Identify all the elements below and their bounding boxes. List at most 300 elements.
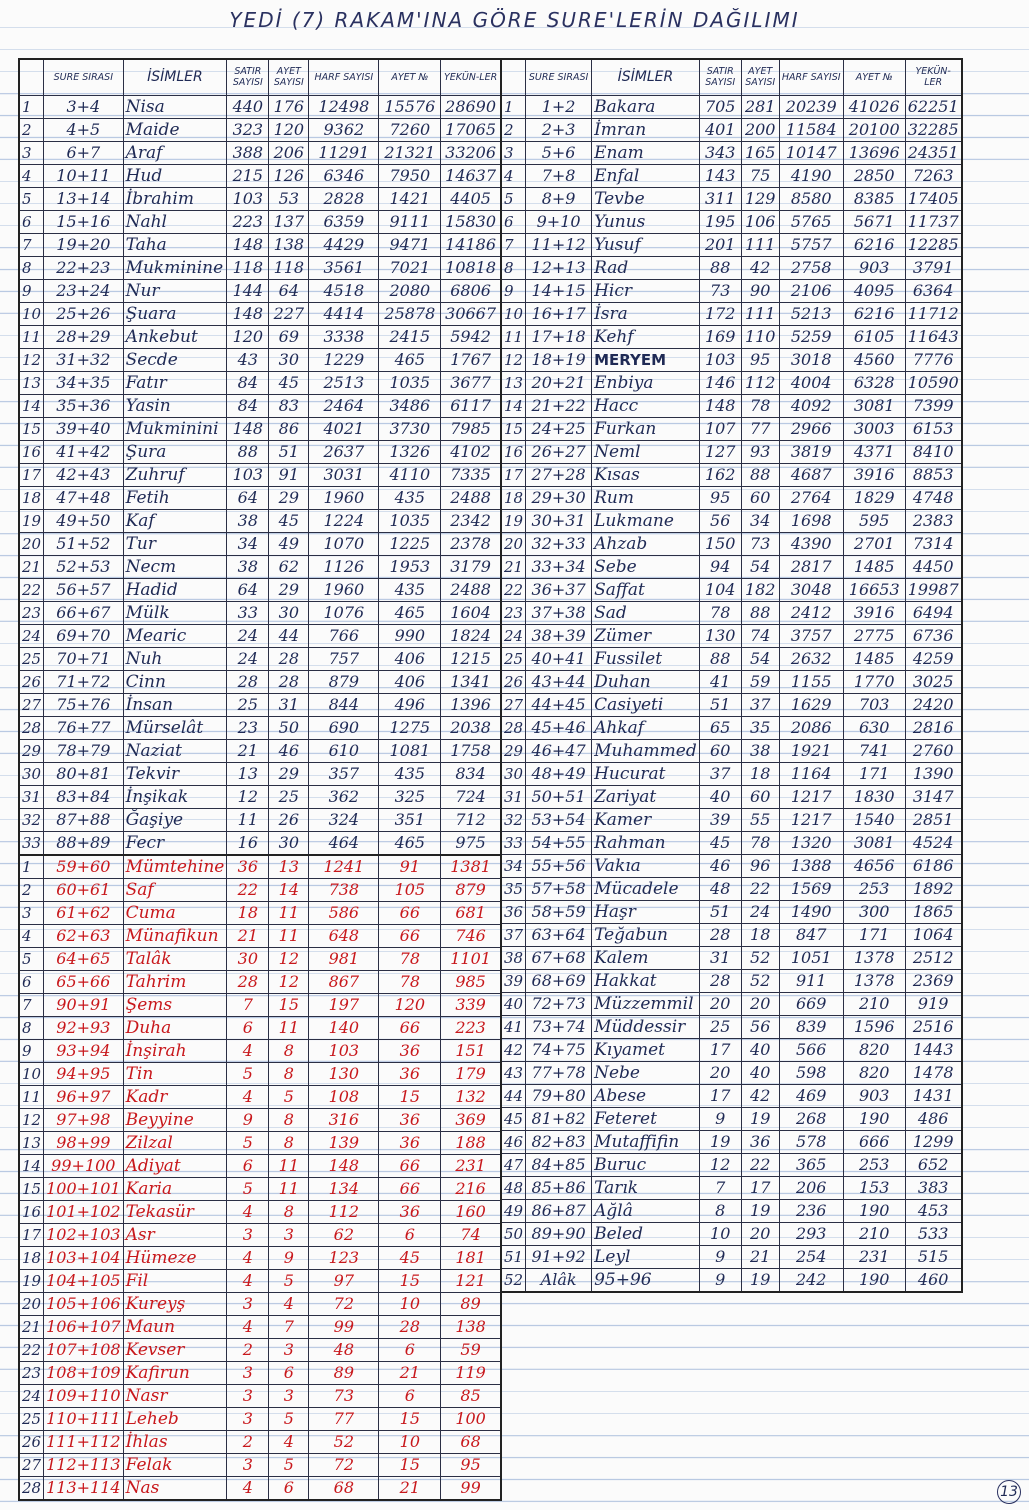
row-index: 51 bbox=[501, 1245, 526, 1268]
verse-count: 19 bbox=[741, 1199, 779, 1222]
sure-name: Nahl bbox=[123, 210, 227, 233]
sure-name: Fatır bbox=[123, 371, 227, 394]
sure-pair: 96+97 bbox=[44, 1085, 123, 1108]
verse-count: 93 bbox=[741, 440, 779, 463]
verse-number: 820 bbox=[843, 1038, 905, 1061]
row-index: 24 bbox=[19, 1384, 44, 1407]
sure-name: Ankebut bbox=[123, 325, 227, 348]
total: 11712 bbox=[905, 302, 961, 325]
verse-count: 45 bbox=[269, 371, 309, 394]
sure-pair: 54+55 bbox=[526, 831, 592, 854]
sure-pair: 113+114 bbox=[44, 1476, 123, 1500]
verse-count: 54 bbox=[741, 555, 779, 578]
sure-name: Hud bbox=[123, 164, 227, 187]
row-index: 16 bbox=[19, 440, 44, 463]
verse-count: 95 bbox=[741, 348, 779, 371]
sure-name: Saffat bbox=[592, 578, 700, 601]
letter-count: 89 bbox=[309, 1361, 379, 1384]
letter-count: 4414 bbox=[309, 302, 379, 325]
letter-count: 1629 bbox=[779, 693, 843, 716]
line-count: 5 bbox=[227, 1062, 269, 1085]
table-row bbox=[19, 1269, 501, 1292]
header-verses: AYET SAYISI bbox=[741, 59, 779, 95]
sure-pair: 100+101 bbox=[44, 1177, 123, 1200]
table-row bbox=[501, 831, 962, 854]
letter-count: 3757 bbox=[779, 624, 843, 647]
total: 85 bbox=[441, 1384, 501, 1407]
verse-count: 35 bbox=[741, 716, 779, 739]
letter-count: 1224 bbox=[309, 509, 379, 532]
row-index: 19 bbox=[19, 509, 44, 532]
verse-number: 6 bbox=[379, 1338, 441, 1361]
total: 383 bbox=[905, 1176, 961, 1199]
letter-count: 1960 bbox=[309, 486, 379, 509]
verse-count: 11 bbox=[269, 901, 309, 924]
sure-name: Kalem bbox=[592, 946, 700, 969]
total: 6186 bbox=[905, 854, 961, 877]
table-row bbox=[501, 279, 962, 302]
verse-number: 4656 bbox=[843, 854, 905, 877]
verse-number: 1953 bbox=[379, 555, 441, 578]
sure-pair: 68+69 bbox=[526, 969, 592, 992]
verse-count: 8 bbox=[269, 1062, 309, 1085]
line-count: 37 bbox=[699, 762, 741, 785]
letter-count: 242 bbox=[779, 1268, 843, 1292]
line-count: 73 bbox=[699, 279, 741, 302]
row-index: 5 bbox=[501, 187, 526, 210]
line-count: 65 bbox=[699, 716, 741, 739]
line-count: 60 bbox=[699, 739, 741, 762]
letter-count: 8580 bbox=[779, 187, 843, 210]
verse-count: 69 bbox=[269, 325, 309, 348]
verse-count: 138 bbox=[269, 233, 309, 256]
sure-pair: 90+91 bbox=[44, 993, 123, 1016]
sure-pair: 51+52 bbox=[44, 532, 123, 555]
row-index: 44 bbox=[501, 1084, 526, 1107]
table-row bbox=[19, 716, 501, 739]
sure-pair: 88+89 bbox=[44, 831, 123, 855]
verse-number: 21 bbox=[379, 1361, 441, 1384]
verse-number: 7950 bbox=[379, 164, 441, 187]
letter-count: 4004 bbox=[779, 371, 843, 394]
sure-pair: 91+92 bbox=[526, 1245, 592, 1268]
total: 2342 bbox=[441, 509, 501, 532]
total: 533 bbox=[905, 1222, 961, 1245]
letter-count: 206 bbox=[779, 1176, 843, 1199]
verse-number: 3081 bbox=[843, 831, 905, 854]
line-count: 84 bbox=[227, 394, 269, 417]
verse-number: 105 bbox=[379, 878, 441, 901]
line-count: 28 bbox=[699, 923, 741, 946]
sure-pair: 1+2 bbox=[526, 95, 592, 118]
sure-pair: 6+7 bbox=[44, 141, 123, 164]
verse-count: 91 bbox=[269, 463, 309, 486]
sure-name: Yasin bbox=[123, 394, 227, 417]
row-index: 10 bbox=[19, 1062, 44, 1085]
verse-count: 53 bbox=[269, 187, 309, 210]
total: 121 bbox=[441, 1269, 501, 1292]
line-count: 4 bbox=[227, 1085, 269, 1108]
letter-count: 911 bbox=[779, 969, 843, 992]
letter-count: 1320 bbox=[779, 831, 843, 854]
sure-pair: 12+13 bbox=[526, 256, 592, 279]
table-row bbox=[501, 1084, 962, 1107]
verse-number: 4095 bbox=[843, 279, 905, 302]
row-index: 6 bbox=[501, 210, 526, 233]
table-row bbox=[501, 739, 962, 762]
table-row bbox=[19, 1223, 501, 1246]
verse-number: 210 bbox=[843, 992, 905, 1015]
verse-count: 26 bbox=[269, 808, 309, 831]
sure-pair: 7+8 bbox=[526, 164, 592, 187]
table-row bbox=[19, 164, 501, 187]
line-count: 40 bbox=[699, 785, 741, 808]
total: 1824 bbox=[441, 624, 501, 647]
total: 6153 bbox=[905, 417, 961, 440]
letter-count: 362 bbox=[309, 785, 379, 808]
letter-count: 254 bbox=[779, 1245, 843, 1268]
line-count: 7 bbox=[699, 1176, 741, 1199]
letter-count: 4190 bbox=[779, 164, 843, 187]
total: 7985 bbox=[441, 417, 501, 440]
verse-number: 10 bbox=[379, 1292, 441, 1315]
letter-count: 10147 bbox=[779, 141, 843, 164]
sure-pair: 27+28 bbox=[526, 463, 592, 486]
letter-count: 148 bbox=[309, 1154, 379, 1177]
total: 223 bbox=[441, 1016, 501, 1039]
letter-count: 2966 bbox=[779, 417, 843, 440]
verse-number: 6216 bbox=[843, 302, 905, 325]
letter-count: 2758 bbox=[779, 256, 843, 279]
row-index: 24 bbox=[501, 624, 526, 647]
verse-number: 66 bbox=[379, 1016, 441, 1039]
letter-count: 6359 bbox=[309, 210, 379, 233]
verse-number: 406 bbox=[379, 647, 441, 670]
row-index: 26 bbox=[19, 670, 44, 693]
verse-count: 8 bbox=[269, 1039, 309, 1062]
verse-number: 595 bbox=[843, 509, 905, 532]
row-index: 20 bbox=[19, 1292, 44, 1315]
sure-name: Nuh bbox=[123, 647, 227, 670]
verse-count: 206 bbox=[269, 141, 309, 164]
sure-pair: 29+30 bbox=[526, 486, 592, 509]
verse-number: 2775 bbox=[843, 624, 905, 647]
line-count: 3 bbox=[227, 1223, 269, 1246]
row-index: 7 bbox=[19, 233, 44, 256]
header-row bbox=[501, 59, 962, 95]
header-lines: SATIR SAYISI bbox=[699, 59, 741, 95]
verse-count: 60 bbox=[741, 486, 779, 509]
total: 11643 bbox=[905, 325, 961, 348]
verse-number: 1378 bbox=[843, 969, 905, 992]
table-row bbox=[501, 854, 962, 877]
total: 12285 bbox=[905, 233, 961, 256]
total: 1381 bbox=[441, 855, 501, 879]
table-row bbox=[501, 877, 962, 900]
letter-count: 72 bbox=[309, 1453, 379, 1476]
line-count: 388 bbox=[227, 141, 269, 164]
verse-count: 54 bbox=[741, 647, 779, 670]
verse-number: 2080 bbox=[379, 279, 441, 302]
line-count: 41 bbox=[699, 670, 741, 693]
verse-count: 4 bbox=[269, 1292, 309, 1315]
letter-count: 3819 bbox=[779, 440, 843, 463]
table-row bbox=[19, 256, 501, 279]
sure-name: Lukmane bbox=[592, 509, 700, 532]
letter-count: 1698 bbox=[779, 509, 843, 532]
letter-count: 469 bbox=[779, 1084, 843, 1107]
total: 2488 bbox=[441, 486, 501, 509]
sure-name: Karia bbox=[123, 1177, 227, 1200]
verse-number: 741 bbox=[843, 739, 905, 762]
total: 985 bbox=[441, 970, 501, 993]
row-index: 2 bbox=[19, 118, 44, 141]
verse-number: 2850 bbox=[843, 164, 905, 187]
verse-count: 176 bbox=[269, 95, 309, 118]
table-row bbox=[19, 855, 501, 879]
sure-pair: 50+51 bbox=[526, 785, 592, 808]
verse-count: 40 bbox=[741, 1061, 779, 1084]
verse-count: 8 bbox=[269, 1131, 309, 1154]
total: 6736 bbox=[905, 624, 961, 647]
line-count: 162 bbox=[699, 463, 741, 486]
sure-pair: 66+67 bbox=[44, 601, 123, 624]
sure-name: Duha bbox=[123, 1016, 227, 1039]
line-count: 48 bbox=[699, 877, 741, 900]
verse-number: 10 bbox=[379, 1430, 441, 1453]
sure-name: Feteret bbox=[592, 1107, 700, 1130]
sure-name: Şuara bbox=[123, 302, 227, 325]
line-count: 4 bbox=[227, 1315, 269, 1338]
line-count: 150 bbox=[699, 532, 741, 555]
line-count: 13 bbox=[227, 762, 269, 785]
sure-pair: 79+80 bbox=[526, 1084, 592, 1107]
line-count: 103 bbox=[227, 463, 269, 486]
header-verse-no: AYET № bbox=[843, 59, 905, 95]
verse-number: 15 bbox=[379, 1085, 441, 1108]
verse-count: 45 bbox=[269, 509, 309, 532]
verse-number: 190 bbox=[843, 1107, 905, 1130]
verse-count: 6 bbox=[269, 1476, 309, 1500]
right-table bbox=[500, 58, 963, 1293]
total: 30667 bbox=[441, 302, 501, 325]
table-row bbox=[19, 210, 501, 233]
line-count: 5 bbox=[227, 1131, 269, 1154]
total: 17065 bbox=[441, 118, 501, 141]
header-sure: SURE SIRASI bbox=[526, 59, 592, 95]
sure-pair: 28+29 bbox=[44, 325, 123, 348]
letter-count: 4390 bbox=[779, 532, 843, 555]
sure-pair: 24+25 bbox=[526, 417, 592, 440]
row-index: 13 bbox=[19, 371, 44, 394]
line-count: 38 bbox=[227, 509, 269, 532]
line-count: 172 bbox=[699, 302, 741, 325]
line-count: 39 bbox=[699, 808, 741, 831]
table-row bbox=[19, 187, 501, 210]
letter-count: 2817 bbox=[779, 555, 843, 578]
sure-name: Hucurat bbox=[592, 762, 700, 785]
sure-pair: 49+50 bbox=[44, 509, 123, 532]
line-count: 2 bbox=[227, 1430, 269, 1453]
row-index: 8 bbox=[19, 256, 44, 279]
total: 8853 bbox=[905, 463, 961, 486]
sure-pair: 56+57 bbox=[44, 578, 123, 601]
line-count: 88 bbox=[227, 440, 269, 463]
verse-count: 3 bbox=[269, 1384, 309, 1407]
header-names: İSİMLER bbox=[592, 59, 700, 95]
verse-count: 14 bbox=[269, 878, 309, 901]
verse-count: 31 bbox=[269, 693, 309, 716]
line-count: 3 bbox=[227, 1384, 269, 1407]
total: 216 bbox=[441, 1177, 501, 1200]
sure-pair: 107+108 bbox=[44, 1338, 123, 1361]
sure-pair: 102+103 bbox=[44, 1223, 123, 1246]
row-index: 8 bbox=[19, 1016, 44, 1039]
line-count: 33 bbox=[227, 601, 269, 624]
total: 1478 bbox=[905, 1061, 961, 1084]
row-index: 9 bbox=[19, 279, 44, 302]
line-count: 11 bbox=[227, 808, 269, 831]
verse-count: 18 bbox=[741, 923, 779, 946]
row-index: 39 bbox=[501, 969, 526, 992]
table-row bbox=[19, 302, 501, 325]
letter-count: 610 bbox=[309, 739, 379, 762]
sure-name: Maide bbox=[123, 118, 227, 141]
line-count: 3 bbox=[227, 1453, 269, 1476]
sure-pair: 33+34 bbox=[526, 555, 592, 578]
line-count: 94 bbox=[699, 555, 741, 578]
verse-count: 3 bbox=[269, 1338, 309, 1361]
letter-count: 2632 bbox=[779, 647, 843, 670]
total: 7263 bbox=[905, 164, 961, 187]
row-index: 49 bbox=[501, 1199, 526, 1222]
line-count: 130 bbox=[699, 624, 741, 647]
right-table-body bbox=[501, 95, 962, 1292]
sure-pair: 94+95 bbox=[44, 1062, 123, 1085]
sure-name: Rum bbox=[592, 486, 700, 509]
sure-name: Yunus bbox=[592, 210, 700, 233]
sure-name: Tevbe bbox=[592, 187, 700, 210]
letter-count: 365 bbox=[779, 1153, 843, 1176]
line-count: 4 bbox=[227, 1269, 269, 1292]
sure-pair: 85+86 bbox=[526, 1176, 592, 1199]
verse-number: 1035 bbox=[379, 509, 441, 532]
sure-pair: 32+33 bbox=[526, 532, 592, 555]
letter-count: 3031 bbox=[309, 463, 379, 486]
letter-count: 5259 bbox=[779, 325, 843, 348]
line-count: 46 bbox=[699, 854, 741, 877]
table-row bbox=[501, 371, 962, 394]
sure-name: Maun bbox=[123, 1315, 227, 1338]
sure-pair: 43+44 bbox=[526, 670, 592, 693]
row-index: 9 bbox=[19, 1039, 44, 1062]
sure-pair: 2+3 bbox=[526, 118, 592, 141]
sure-name: Fecr bbox=[123, 831, 227, 855]
verse-number: 2415 bbox=[379, 325, 441, 348]
total: 1299 bbox=[905, 1130, 961, 1153]
sure-pair: 73+74 bbox=[526, 1015, 592, 1038]
row-index: 18 bbox=[19, 486, 44, 509]
table-row bbox=[19, 670, 501, 693]
row-index: 6 bbox=[19, 210, 44, 233]
total: 2516 bbox=[905, 1015, 961, 1038]
row-index: 15 bbox=[19, 1177, 44, 1200]
sure-name: Nasr bbox=[123, 1384, 227, 1407]
letter-count: 1076 bbox=[309, 601, 379, 624]
verse-number: 1829 bbox=[843, 486, 905, 509]
total: 919 bbox=[905, 992, 961, 1015]
sure-name: İnsan bbox=[123, 693, 227, 716]
header-letters: HARF SAYISI bbox=[309, 59, 379, 95]
table-row bbox=[501, 601, 962, 624]
letter-count: 2086 bbox=[779, 716, 843, 739]
table-row bbox=[501, 762, 962, 785]
row-index: 2 bbox=[501, 118, 526, 141]
letter-count: 357 bbox=[309, 762, 379, 785]
sure-name: Furkan bbox=[592, 417, 700, 440]
line-count: 20 bbox=[699, 1061, 741, 1084]
sure-pair: 92+93 bbox=[44, 1016, 123, 1039]
letter-count: 2412 bbox=[779, 601, 843, 624]
row-index: 4 bbox=[501, 164, 526, 187]
verse-count: 24 bbox=[741, 900, 779, 923]
row-index: 22 bbox=[19, 578, 44, 601]
sure-pair: 76+77 bbox=[44, 716, 123, 739]
sure-pair: 112+113 bbox=[44, 1453, 123, 1476]
total: 1604 bbox=[441, 601, 501, 624]
verse-count: 17 bbox=[741, 1176, 779, 1199]
table-row bbox=[19, 555, 501, 578]
total: 6117 bbox=[441, 394, 501, 417]
row-index: 6 bbox=[19, 970, 44, 993]
table-row bbox=[19, 394, 501, 417]
sure-pair: 48+49 bbox=[526, 762, 592, 785]
line-count: 8 bbox=[699, 1199, 741, 1222]
letter-count: 140 bbox=[309, 1016, 379, 1039]
letter-count: 112 bbox=[309, 1200, 379, 1223]
table-row bbox=[501, 785, 962, 808]
table-row bbox=[501, 394, 962, 417]
row-index: 31 bbox=[19, 785, 44, 808]
sure-pair: 106+107 bbox=[44, 1315, 123, 1338]
verse-number: 36 bbox=[379, 1200, 441, 1223]
verse-count: 78 bbox=[741, 394, 779, 417]
letter-count: 4687 bbox=[779, 463, 843, 486]
sure-pair: 86+87 bbox=[526, 1199, 592, 1222]
row-index: 12 bbox=[501, 348, 526, 371]
sure-pair: 21+22 bbox=[526, 394, 592, 417]
row-index: 45 bbox=[501, 1107, 526, 1130]
verse-count: 7 bbox=[269, 1315, 309, 1338]
total: 1396 bbox=[441, 693, 501, 716]
letter-count: 648 bbox=[309, 924, 379, 947]
total: 15830 bbox=[441, 210, 501, 233]
sure-name: Rahman bbox=[592, 831, 700, 854]
sure-pair: 18+19 bbox=[526, 348, 592, 371]
sure-pair: 35+36 bbox=[44, 394, 123, 417]
verse-number: 36 bbox=[379, 1108, 441, 1131]
verse-count: 55 bbox=[741, 808, 779, 831]
sure-pair: 108+109 bbox=[44, 1361, 123, 1384]
line-count: 118 bbox=[227, 256, 269, 279]
line-count: 51 bbox=[699, 693, 741, 716]
verse-count: 182 bbox=[741, 578, 779, 601]
row-index: 7 bbox=[19, 993, 44, 1016]
verse-count: 11 bbox=[269, 924, 309, 947]
row-index: 5 bbox=[19, 187, 44, 210]
sure-name: Ğaşiye bbox=[123, 808, 227, 831]
row-index: 15 bbox=[501, 417, 526, 440]
